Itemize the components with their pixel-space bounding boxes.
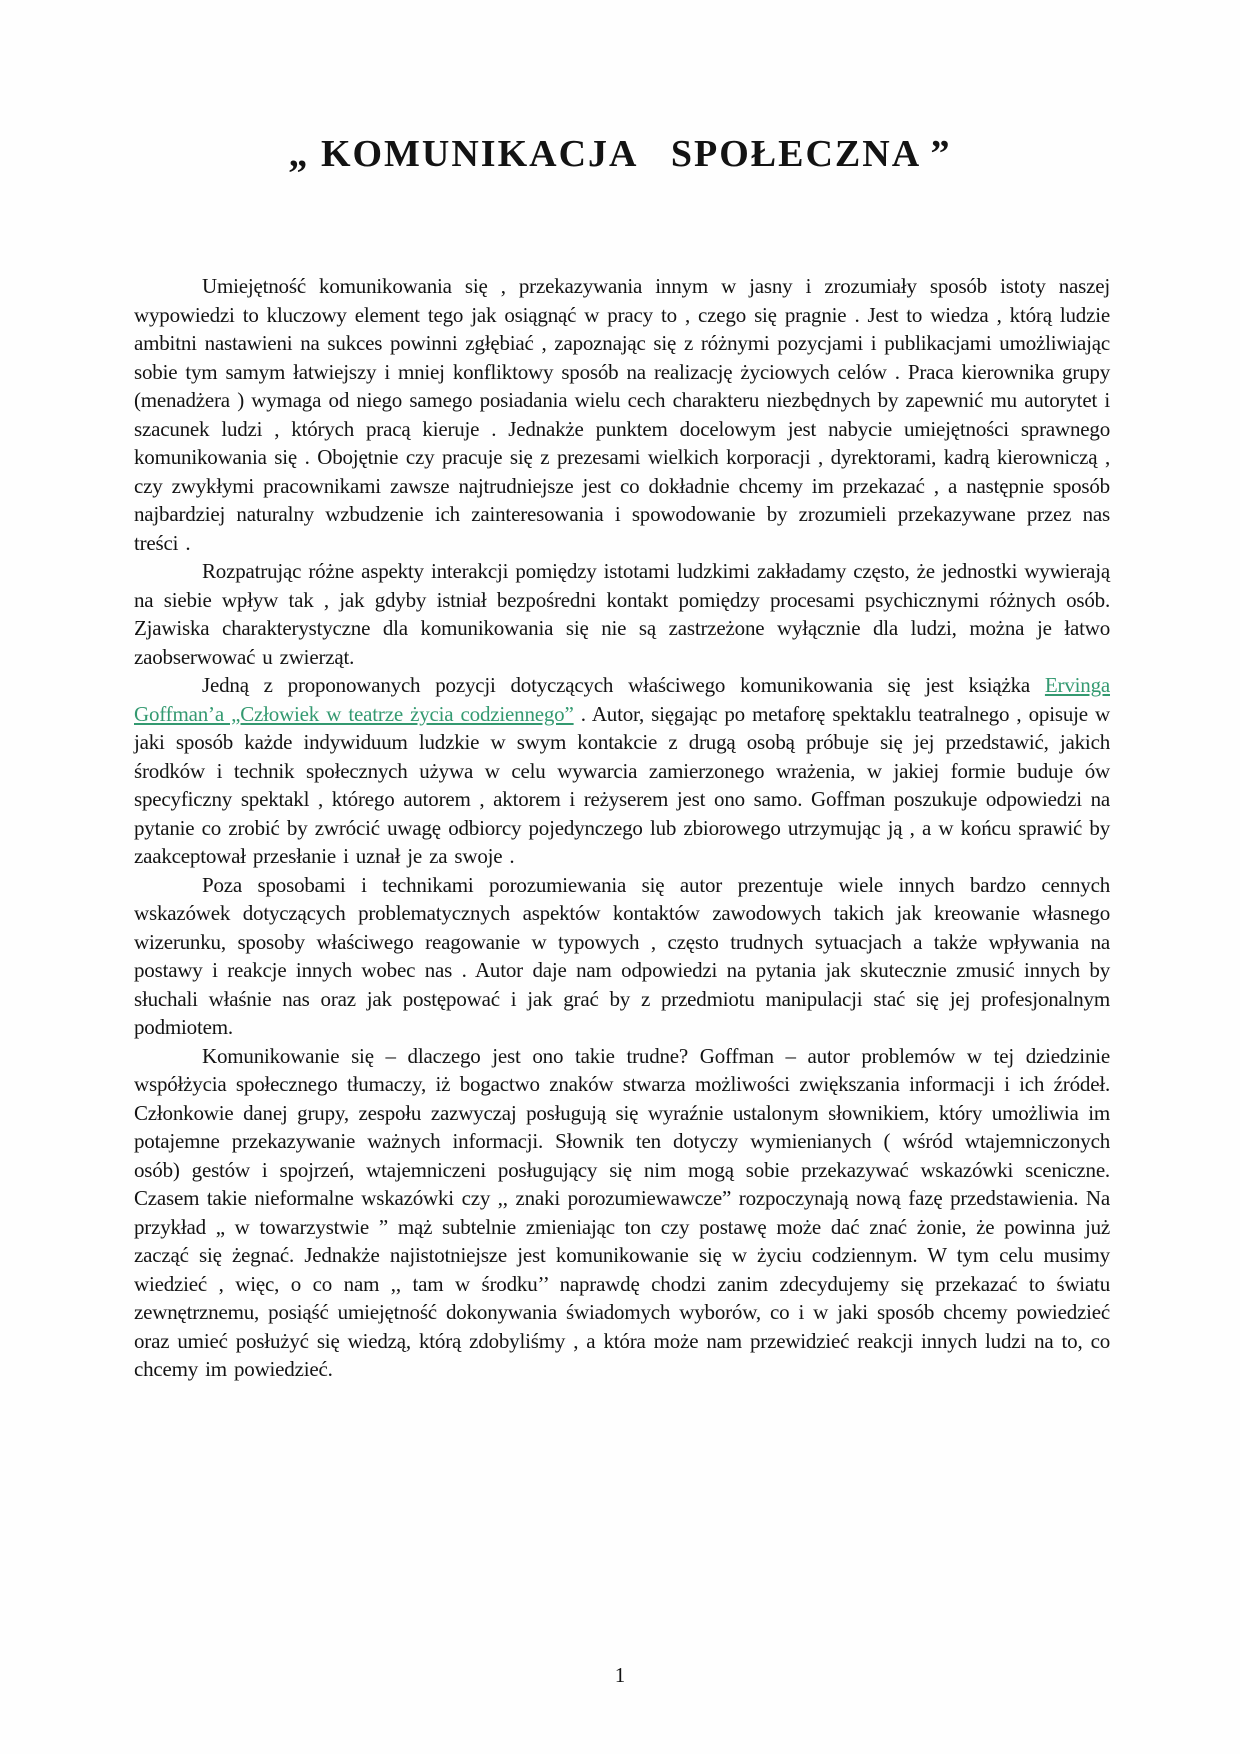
paragraph bbox=[134, 272, 1110, 557]
paragraph bbox=[134, 871, 1110, 1042]
paragraph bbox=[134, 1042, 1110, 1384]
paragraph-text: . Autor, sięgając po metaforę spektaklu teatralnego , opisuje w jaki sposób każde indywiduum ludzkie w swym kontakcie z drugą osobą próbuje się jej przedstawić, jakich środków i technik społecznych używa w celu wywarcia zamierzonego wrażenia, w jakiej formie buduje ów specyficzny spektakl , którego autorem , aktorem i reżyserem jest ono samo. Goffman poszukuje odpowiedzi na pytanie co zrobić by zwrócić uwagę odbiorcy pojedynczego lub zbiorowego utrzymując ją , a w końcu sprawić by zaakceptował przesłanie i uznał je za swoje . bbox=[134, 701, 1111, 868]
paragraph-text: Jedną z proponowanych pozycji dotyczących właściwego komunikowania się jest książka bbox=[202, 673, 1045, 697]
document-body bbox=[134, 272, 1110, 1384]
paragraph-text: Umiejętność komunikowania się , przekazywania innym w jasny i zrozumiały sposób istoty naszej wypowiedzi to kluczowy element tego jak osiągnąć w pracy to , czego się pragnie . Jest to wiedza , którą ludzie ambitni nastawieni na sukces powinni zgłębiać , zapoznając się z różnymi pozycjami i publikacjami umożliwiając sobie tym samym łatwiejszy i mniej konfliktowy sposób na realizację życiowych celów . Praca kierownika grupy (menadżera ) wymaga od niego samego posiadania wielu cech charakteru niezbędnych by zapewnić mu autorytet i szacunek ludzi , których pracą kieruje . Jednakże punktem docelowym jest nabycie umiejętności sprawnego komunikowania się . Obojętnie czy pracuje się z prezesami wielkich korporacji , dyrektorami, kadrą kierowniczą , czy zwykłymi pracownikami zawsze najtrudniejsze jest co dokładnie chcemy im przekazać , a następnie sposób najbardziej naturalny wzbudzenie ich zainteresowania i spowodowanie by zrozumieli przekazywane przez nas treści . bbox=[134, 274, 1110, 555]
paragraph bbox=[134, 671, 1110, 871]
paragraph-text: Rozpatrując różne aspekty interakcji pomiędzy istotami ludzkimi zakładamy często, że jednostki wywierają na siebie wpływ tak , jak gdyby istniał bezpośredni kontakt pomiędzy procesami psychicznymi różnych osób. Zjawiska charakterystyczne dla komunikowania się nie są zastrzeżone wyłącznie dla ludzi, można je łatwo zaobserwować u zwierząt. bbox=[134, 559, 1110, 669]
paragraph-text: Poza sposobami i technikami porozumiewania się autor prezentuje wiele innych bardzo cennych wskazówek dotyczących problematycznych aspektów kontaktów zawodowych takich jak kreowanie własnego wizerunku, sposoby właściwego reagowanie w typowych , często trudnych sytuacjach a także wpływania na postawy i reakcje innych wobec nas . Autor daje nam odpowiedzi na pytania jak skutecznie zmusić innych by słuchali właśnie nas oraz jak postępować i jak grać by z przedmiotu manipulacji stać się jej profesjonalnym podmiotem. bbox=[134, 872, 1110, 1039]
page-title: „ KOMUNIKACJA SPOŁECZNA ” bbox=[288, 133, 952, 175]
book-reference-link[interactable]: Ervinga Goffman’a „Człowiek w teatrze życia codziennego” bbox=[134, 673, 1110, 726]
paragraph-text: Komunikowanie się – dlaczego jest ono takie trudne? Goffman – autor problemów w tej dziedzinie współżycia społecznego tłumaczy, iż bogactwo znaków stwarza możliwości zwiększania informacji i ich źródeł. Członkowie danej grupy, zespołu zazwyczaj posługują się wyraźnie ustalonym słownikiem, który umożliwia im potajemne przekazywanie ważnych informacji. Słownik ten dotyczy wymienianych ( wśród wtajemniczonych osób) gestów i spojrzeń, wtajemniczeni posługujący się nim mogą sobie przekazywać wskazówki sceniczne. Czasem takie nieformalne wskazówki czy ,, znaki porozumiewawcze” rozpoczynają nową fazę przedstawienia. Na przykład „ w towarzystwie ” mąż subtelnie zmieniając ton czy postawę może dać znać żonie, że powinna już zacząć się żegnać. Jednakże najistotniejsze jest komunikowanie się w życiu codziennym. W tym celu musimy wiedzieć , więc, o co nam ,, tam w środku’’ naprawdę chodzi zanim zdecydujemy się przekazać to światu zewnętrznemu, posiąść umiejętność dokonywania świadomych wyborów, co i w jaki sposób chcemy powiedzieć oraz umieć posłużyć się wiedzą, którą zdobyliśmy , a która może nam przewidzieć reakcji innych ludzi na to, co chcemy im powiedzieć. bbox=[134, 1043, 1110, 1381]
paragraph bbox=[134, 557, 1110, 671]
page-number: 1 bbox=[614, 1663, 626, 1687]
